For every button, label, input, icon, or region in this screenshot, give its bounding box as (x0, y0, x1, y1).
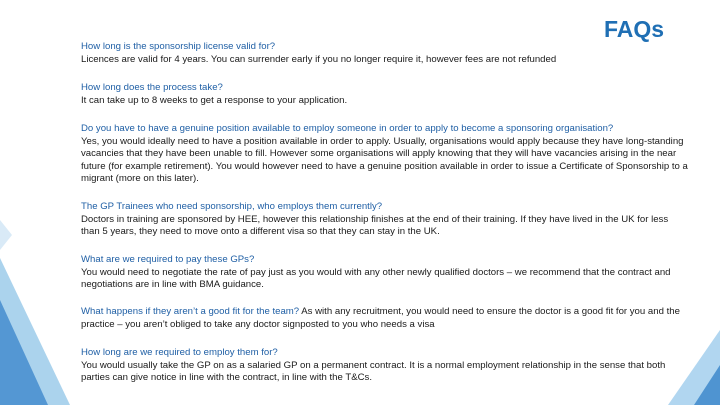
faq-item-7 (81, 347, 688, 385)
faq-question: How long are we required to employ them for? (81, 347, 278, 358)
faq-answer: Licences are valid for 4 years. You can surrender early if you no longer require it, however fees are not refunded (81, 53, 557, 65)
faq-question: What happens if they aren’t a good fit for the team? (81, 306, 300, 317)
faq-item-5 (81, 254, 688, 292)
page-title: FAQs (604, 16, 665, 42)
faq-answer: You would need to negotiate the rate of pay just as you would with any other newly qualified doctors – we recommend that the contract and negotiations are in line with BMA guidance. (81, 266, 671, 291)
faq-item-4 (81, 201, 688, 239)
faq-answer: As with any recruitment, you would need to ensure the doctor is a good fit for you and the practice – you aren’t obliged to take any doctor signposted to you who needs a visa (81, 306, 680, 330)
faq-question: What are we required to pay these GPs? (81, 254, 255, 265)
faq-question: How long is the sponsorship license valid for? (81, 41, 276, 52)
faq-question: How long does the process take? (81, 82, 223, 93)
faq-question: The GP Trainees who need sponsorship, who employs them currently? (81, 201, 383, 212)
faq-answer: Yes, you would ideally need to have a position available in order to apply. Usually, organisations would apply because they have long-standing vacancies that they have been unable to fill. However some organisations will apply knowing that they will have vacancies arising in the near future (for example retirement). You would however need to have a genuine position available in order to issue a Certificate of Sponsorship to a migrant (more on this later). (81, 135, 688, 185)
faq-item-2 (81, 82, 688, 107)
faq-answer: It can take up to 8 weeks to get a response to your application. (81, 94, 348, 106)
faq-answer: Doctors in training are sponsored by HEE, however this relationship finishes at the end of their training. If they have lived in the UK for less than 5 years, they need to move onto a different visa so that they can stay in the UK. (81, 213, 669, 238)
faq-answer: You would usually take the GP on as a salaried GP on a permanent contract. It is a normal employment relationship in the sense that both parties can give notice in line with the contract, in line with the T&Cs. (81, 359, 666, 384)
faq-question: Do you have to have a genuine position available to employ someone in order to apply to become a sponsoring organisation? (81, 123, 614, 134)
faq-item-6 (81, 306, 688, 331)
faq-item-3 (81, 123, 688, 186)
faq-item-1 (81, 41, 688, 66)
left-stripe (0, 220, 12, 250)
